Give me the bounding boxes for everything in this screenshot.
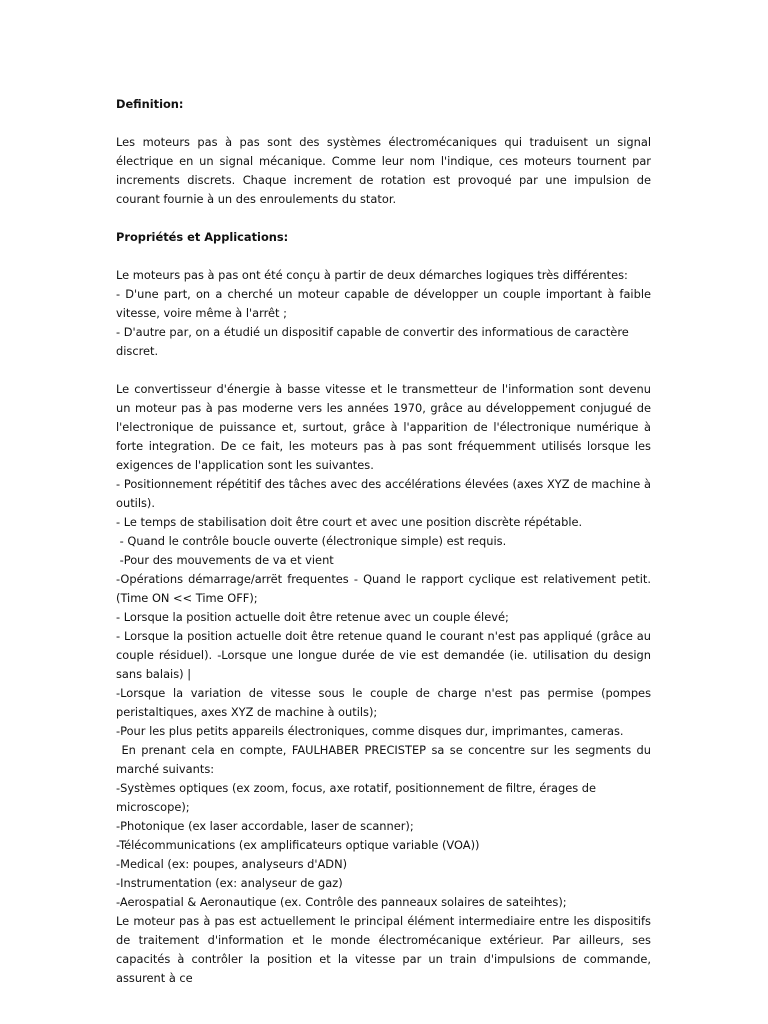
approach-item-2: - D'autre par, on a étudié un dispositif capable de convertir des informatious de caractère discret. [116,325,633,358]
requirement-item: - Positionnement répétitif des tâches avec des accélérations élevées (axes XYZ de machine à outils). [116,477,655,510]
history-paragraph: Le convertisseur d'énergie à basse vitesse et le transmetteur de l'information sont devenu un moteur pas à pas moderne vers les années 1970, grâce au développement conjugué de l'electronique de puissance et, surtout, grâce à l'apparition de l'électronique numérique à forte integration. De ce fait, les moteurs pas à pas sont fréquemment utilisés lorsque les exigences de l'application sont les suivantes. [116,382,651,472]
heading-properties: Propriétés et Applications: [116,230,289,244]
requirement-item: -Opérations démarrage/arrët frequentes - Quand le rapport cyclique est relativement petit. (Time ON << Time OFF); [116,572,655,605]
heading-definition: Definition: [116,97,184,111]
requirement-item: -Lorsque la variation de vitesse sous le couple de charge n'est pas permise (pompes peristaltiques, axes XYZ de machine à outils); [116,686,655,719]
intro-line: Le moteurs pas à pas ont été conçu à partir de deux démarches logiques très différentes: [116,268,628,282]
blank-line [116,209,651,228]
market-item: -Aerospatial & Aeronautique (ex. Contrôle des panneaux solaires de sateihtes); [116,895,567,909]
blank-line [116,247,651,266]
blank-line [116,361,651,380]
requirement-item: -Pour les plus petits appareils électroniques, comme disques dur, imprimantes, cameras. [116,724,624,738]
document-page [116,95,655,988]
market-intro: En prenant cela en compte, FAULHABER PRECISTEP sa se concentre sur les segments du marché suivants: [116,743,655,776]
requirement-item: - Lorsque la position actuelle doit être retenue quand le courant n'est pas appliqué (grâce au couple résiduel). -Lorsque une longue durée de vie est demandée (ie. utilisation du design sans balais) | [116,629,655,681]
closing-paragraph: Le moteur pas à pas est actuellement le principal élément intermediaire entre les dispositifs de traitement d'information et le monde électromécanique extérieur. Par ailleurs, ses capacités à contrôler la position et la vitesse par un train d'impulsions de commande, assurent à ce [116,914,651,985]
requirement-item: - Lorsque la position actuelle doit être retenue avec un couple élevé; [116,610,509,624]
requirement-item: -Pour des mouvements de va et vient [116,553,334,567]
requirement-item: - Quand le contrôle boucle ouverte (électronique simple) est requis. [116,534,507,548]
market-item: -Systèmes optiques (ex zoom, focus, axe rotatif, positionnement de filtre, érages de microscope); [116,781,600,814]
requirement-item: - Le temps de stabilisation doit être court et avec une position discrète répétable. [116,515,583,529]
market-item: -Instrumentation (ex: analyseur de gaz) [116,876,343,890]
blank-line [116,114,651,133]
approach-item-1: - D'une part, on a cherché un moteur capable de développer un couple important à faible vitesse, voire même à l'arrêt ; [116,287,655,320]
market-item: -Photonique (ex laser accordable, laser de scanner); [116,819,414,833]
market-item: -Medical (ex: poupes, analyseurs d'ADN) [116,857,348,871]
market-item: -Télécommunications (ex amplificateurs optique variable (VOA)) [116,838,480,852]
definition-paragraph: Les moteurs pas à pas sont des systèmes électromécaniques qui traduisent un signal électrique en un signal mécanique. Comme leur nom l'indique, ces moteurs tournent par increments discrets. Chaque increment de rotation est provoqué par une impulsion de courant fournie à un des enroulements du stator. [116,135,651,206]
